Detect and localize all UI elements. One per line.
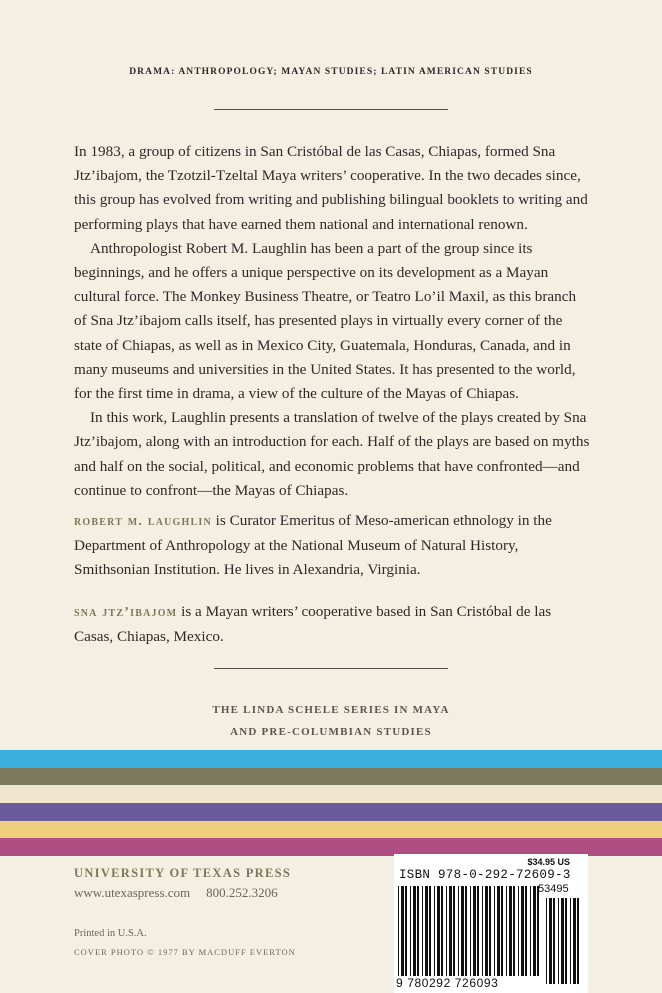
barcode-bar: [422, 886, 423, 984]
top-divider: [214, 109, 448, 110]
barcode-bar: [470, 886, 471, 984]
barcode-area: [394, 854, 588, 993]
description: [74, 140, 590, 503]
author-name: robert m. laughlin: [74, 514, 212, 529]
barcode-bar: [573, 898, 576, 984]
barcode-bar: [410, 886, 411, 984]
barcode-bar: [489, 886, 491, 984]
author-bio: [74, 509, 590, 583]
barcode-bar: [446, 886, 447, 984]
barcode-bar: [530, 886, 531, 984]
barcode-bar: [485, 886, 488, 984]
barcode-bar: [425, 886, 428, 984]
barcode-bar: [506, 886, 507, 984]
color-stripes: [0, 750, 662, 856]
barcode-bar: [513, 886, 515, 984]
barcode-bar: [429, 886, 431, 984]
barcode-bar: [521, 886, 524, 984]
series-title: [0, 699, 662, 743]
barcode-bar: [549, 898, 552, 984]
barcode-bar: [558, 898, 559, 984]
printed-in: Printed in U.S.A.: [74, 928, 147, 939]
stripe: [0, 750, 662, 768]
barcode-bar: [537, 886, 539, 984]
description-paragraph: In this work, Laughlin presents a translation of twelve of the plays created by Sna Jtz’ibajom, along with an introduction for each. Half of the plays are based on myths and half on the social, political, and economic problems that have confronted—and continue to confront—the Mayas of Chiapas.: [74, 409, 590, 499]
barcode-bar: [494, 886, 495, 984]
barcode-bar: [434, 886, 435, 984]
isbn-label: ISBN 978-0-292-72609-3: [399, 868, 571, 882]
barcode-bar: [553, 898, 555, 984]
barcode-bar: [577, 898, 579, 984]
price-label: $34.95 US: [527, 857, 570, 867]
barcode-bar: [465, 886, 467, 984]
barcode-bar: [405, 886, 407, 984]
barcode-bar: [546, 898, 547, 984]
stripe: [0, 803, 662, 821]
barcode-bar: [533, 886, 536, 984]
barcode-bar: [449, 886, 452, 984]
series-line-2: AND PRE-COLUMBIAN STUDIES: [230, 726, 432, 738]
stripe: [0, 768, 662, 786]
series-line-1: THE LINDA SCHELE SERIES IN MAYA: [212, 704, 450, 716]
barcode-bar: [501, 886, 503, 984]
description-paragraph: In 1983, a group of citizens in San Cristóbal de las Casas, Chiapas, formed Sna Jtz’ibajom, the Tzotzil-Tzeltal Maya writers’ cooperative. In the two decades since, this group has evolved from writing and publishing bilingual booklets to writing and performing plays that have earned them national and international renown.: [74, 143, 588, 233]
barcode-bar: [417, 886, 419, 984]
author-bio-text: is Curator Emeritus of Meso-american ethnology in the Department of Anthropology at the National Museum of Natural History, Smithsonian Institution. He lives in Alexandria, Virginia.: [74, 512, 552, 579]
publisher-website[interactable]: www.utexaspress.com: [74, 885, 191, 900]
stripe: [0, 785, 662, 803]
publisher-name: UNIVERSITY OF TEXAS PRESS: [74, 866, 292, 880]
barcode-bar: [453, 886, 455, 984]
ean-digits: 9 780292 726093: [396, 976, 546, 990]
barcode-bar: [398, 886, 399, 984]
barcode-bar: [525, 886, 527, 984]
barcode-bar: [437, 886, 440, 984]
publisher-phone: 800.252.3206: [206, 885, 278, 900]
barcode-bar: [477, 886, 479, 984]
cooperative-bio: [74, 600, 590, 649]
barcode-bar: [413, 886, 416, 984]
barcode-bar: [458, 886, 459, 984]
barcode-bar: [441, 886, 443, 984]
barcode-bar: [518, 886, 519, 984]
publisher-contact: [74, 885, 278, 901]
bottom-divider: [214, 668, 448, 669]
addon-digits: 53495: [538, 883, 569, 895]
barcode-bar: [570, 898, 571, 984]
cooperative-name: sna jtz’ibajom: [74, 605, 178, 620]
barcode-bar: [565, 898, 567, 984]
photo-credit: COVER PHOTO © 1977 BY MACDUFF EVERTON: [74, 947, 296, 957]
description-paragraph: Anthropologist Robert M. Laughlin has been a part of the group since its beginnings, and he offers a unique perspective on its development as a Mayan cultural force. The Monkey Business Theatre, or Teatro Lo’il Maxil, as this branch of Sna Jtz’ibajom calls itself, has presented plays in virtually every corner of the state of Chiapas, as well as in Mexico City, Guatemala, Honduras, Canada, and in many museums and universities in the United States. It has presented to the world, for the first time in drama, a view of the culture of the Mayas of Chiapas.: [74, 239, 577, 403]
barcode-bar: [561, 898, 564, 984]
cooperative-bio-text: is a Mayan writers’ cooperative based in San Cristóbal de las Casas, Chiapas, Mexico.: [74, 603, 552, 646]
barcode-bar: [482, 886, 483, 984]
barcode-bar: [461, 886, 464, 984]
barcode-bar: [401, 886, 404, 984]
stripe: [0, 821, 662, 839]
barcode-bar: [473, 886, 476, 984]
category-line: DRAMA: ANTHROPOLOGY; MAYAN STUDIES; LATIN AMERICAN STUDIES: [129, 67, 533, 77]
barcode-bar: [509, 886, 512, 984]
barcode-bar: [497, 886, 500, 984]
